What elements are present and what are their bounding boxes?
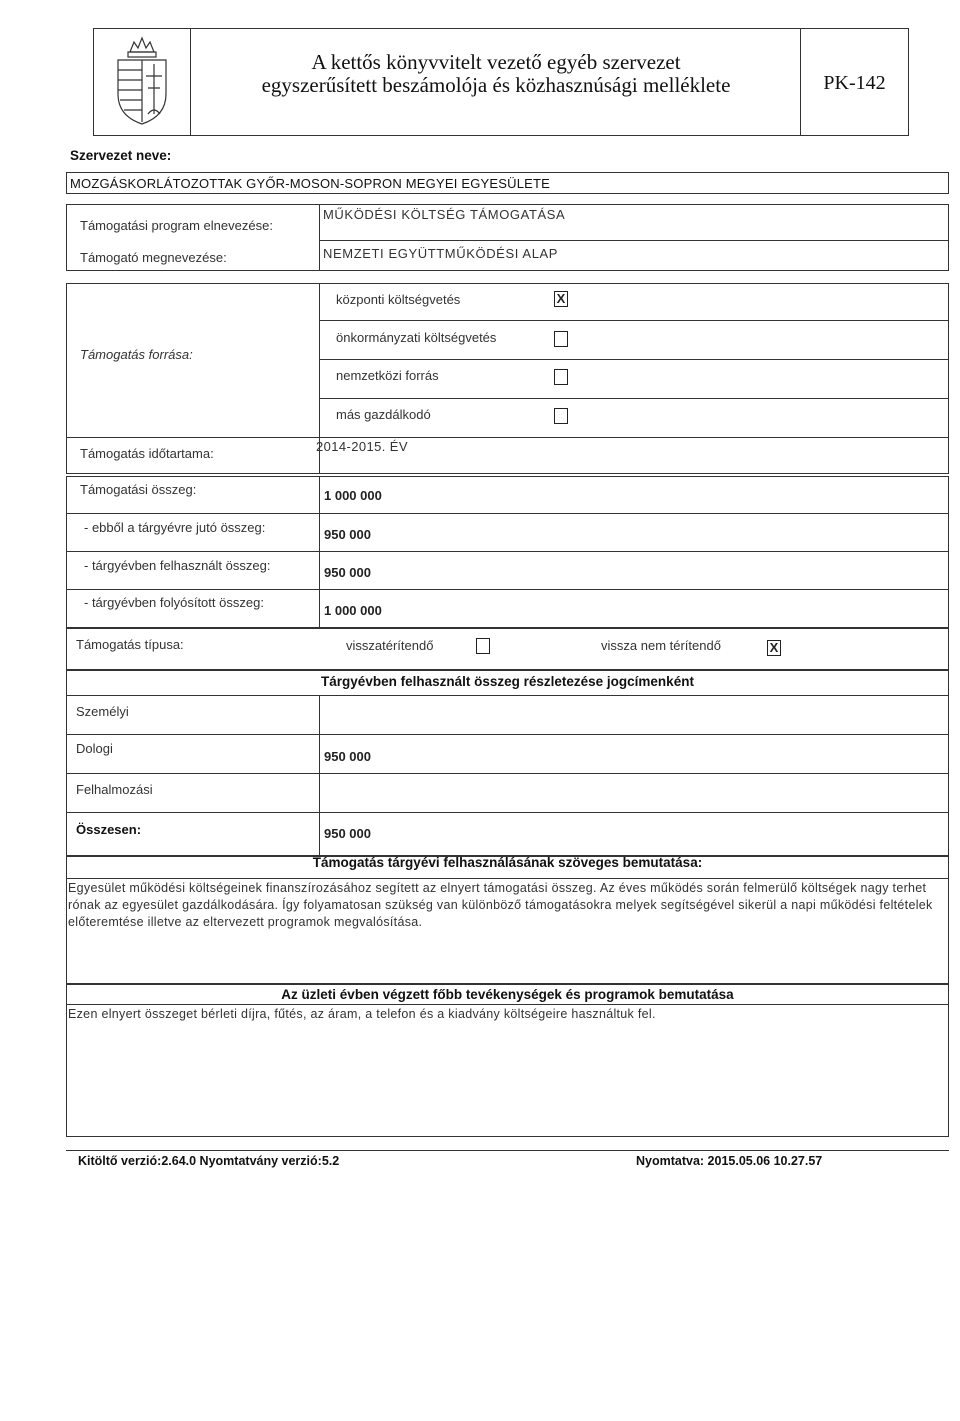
- breakdown-div-1: [319, 695, 320, 734]
- program-name-label: Támogatási program elnevezése:: [80, 218, 273, 233]
- usage-title: Támogatás tárgyévi felhasználásának szöveges bemutatása:: [312, 855, 703, 870]
- amounts-div-4: [319, 589, 320, 628]
- program-name-value: MŰKÖDÉSI KÖLTSÉG TÁMOGATÁSA: [323, 207, 566, 222]
- form-code: PK-142: [823, 72, 886, 94]
- amounts-sep-2: [66, 551, 949, 552]
- source-option-central: központi költségvetés: [336, 292, 461, 307]
- usage-sep: [66, 878, 949, 879]
- amounts-div-3: [319, 551, 320, 589]
- paid-amount-value: 1 000 000: [324, 603, 382, 618]
- personal-label: Személyi: [76, 704, 129, 719]
- type-block: [66, 628, 949, 670]
- org-name-label: Szervezet neve:: [70, 148, 172, 163]
- breakdown-block: [66, 670, 949, 856]
- breakdown-total-value: 950 000: [324, 826, 371, 841]
- document-title-line1: A kettős könyvvitelt vezető egyéb szervezet: [311, 50, 681, 74]
- source-sep-3: [319, 398, 949, 399]
- breakdown-sep-1: [66, 734, 949, 735]
- breakdown-sep-3: [66, 812, 949, 813]
- breakdown-total-label: Összesen:: [76, 822, 142, 837]
- source-checkbox-central[interactable]: X: [554, 291, 568, 307]
- breakdown-title: Tárgyévben felhasznált összeg részletezése jogcímenként: [321, 674, 694, 689]
- refundable-label: visszatérítendő: [346, 638, 434, 653]
- breakdown-div-4: [319, 812, 320, 856]
- year-share-value: 950 000: [324, 527, 371, 542]
- breakdown-div-3: [319, 773, 320, 812]
- source-label: Támogatás forrása:: [80, 347, 193, 362]
- source-sep-4: [66, 437, 949, 438]
- footer-version: Kitöltő verzió:2.64.0 Nyomtatvány verzió:5.2: [78, 1154, 340, 1168]
- usage-text: Egyesület működési költségeinek finanszírozásához segített az elnyert támogatási összeg. Az éves működés során felmerülő költségek nagy terhet rónak az egyesület gazdálkodására. Így folyamatosan szükség van különböző támogatásokra melyek segítségével sikerül a napi működési feltételek előteremtése illetve az eltervezett programok megvalósítása.: [68, 881, 933, 929]
- material-value: 950 000: [324, 749, 371, 764]
- capital-label: Felhalmozási: [76, 782, 153, 797]
- used-amount-value: 950 000: [324, 565, 371, 580]
- source-sep-2: [319, 359, 949, 360]
- activities-sep: [66, 1004, 949, 1005]
- source-option-other: más gazdálkodó: [336, 407, 431, 422]
- source-sep-1: [319, 320, 949, 321]
- source-checkbox-international[interactable]: [554, 369, 568, 385]
- program-divider: [319, 204, 320, 271]
- activities-text: Ezen elnyert összeget bérleti díjra, fűtés, az áram, a telefon és a kiadvány költségeire használtuk fel.: [68, 1007, 656, 1021]
- hungarian-coat-of-arms-icon: [104, 34, 180, 128]
- footer-printed: Nyomtatva: 2015.05.06 10.27.57: [636, 1154, 823, 1168]
- year-share-label: - ebből a tárgyévre jutó összeg:: [84, 520, 266, 535]
- total-amount-value: 1 000 000: [324, 488, 382, 503]
- program-row-sep: [319, 240, 949, 241]
- amounts-sep-3: [66, 589, 949, 590]
- refundable-checkbox[interactable]: [476, 638, 490, 654]
- duration-label: Támogatás időtartama:: [80, 446, 214, 461]
- total-amount-label: Támogatási összeg:: [80, 482, 197, 497]
- amounts-sep-1: [66, 513, 949, 514]
- material-label: Dologi: [76, 741, 113, 756]
- source-checkbox-other[interactable]: [554, 408, 568, 424]
- breakdown-sep-0: [66, 695, 949, 696]
- amounts-div-2: [319, 513, 320, 551]
- supporter-name-label: Támogató megnevezése:: [80, 250, 227, 265]
- document-title-line2: egyszerűsített beszámolója és közhasznúsági melléklete: [261, 73, 731, 97]
- header-divider-left: [190, 28, 191, 136]
- activities-title: Az üzleti évben végzett főbb tevékenységek és programok bemutatása: [281, 987, 734, 1002]
- breakdown-div-2: [319, 734, 320, 773]
- nonrefundable-checkbox[interactable]: X: [767, 640, 781, 656]
- used-amount-label: - tárgyévben felhasznált összeg:: [84, 558, 271, 573]
- amounts-div-1: [319, 476, 320, 513]
- type-label: Támogatás típusa:: [76, 637, 184, 652]
- paid-amount-label: - tárgyévben folyósított összeg:: [84, 595, 264, 610]
- breakdown-sep-2: [66, 773, 949, 774]
- org-name-value: MOZGÁSKORLÁTOZOTTAK GYŐR-MOSON-SOPRON MEGYEI EGYESÜLETE: [70, 176, 551, 191]
- source-option-municipal: önkormányzati költségvetés: [336, 330, 497, 345]
- source-option-international: nemzetközi forrás: [336, 368, 439, 383]
- duration-value: 2014-2015. ÉV: [316, 439, 408, 454]
- supporter-name-value: NEMZETI EGYÜTTMŰKÖDÉSI ALAP: [323, 246, 559, 261]
- nonrefundable-label: vissza nem térítendő: [601, 638, 721, 653]
- activities-bottom-rule: [66, 1150, 949, 1151]
- source-checkbox-municipal[interactable]: [554, 331, 568, 347]
